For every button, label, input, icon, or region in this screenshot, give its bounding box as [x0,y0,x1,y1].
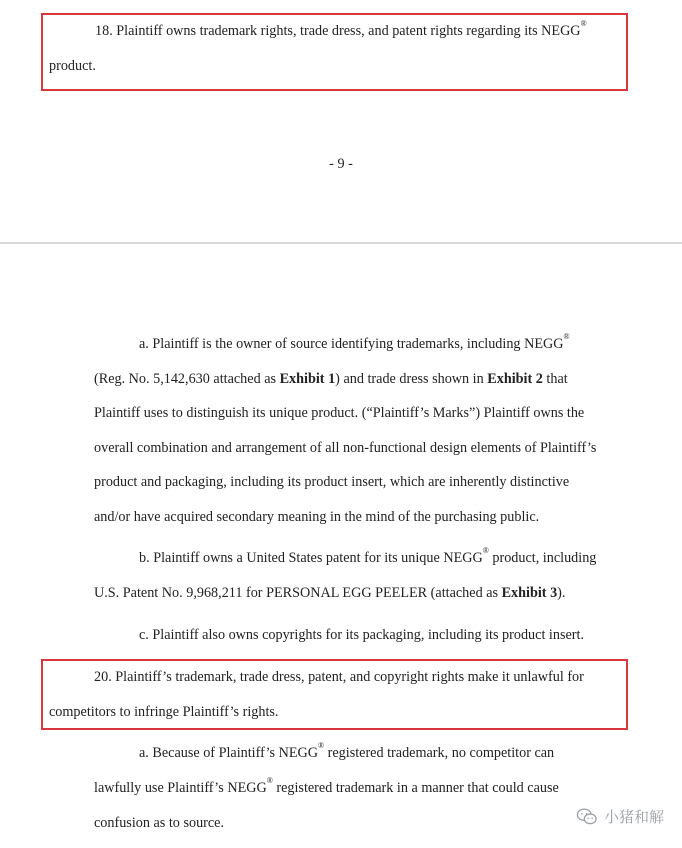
para-b-line-2: U.S. Patent No. 9,968,211 for PERSONAL EGG PEELER (attached as Exhibit 3). [94,585,566,601]
registered-mark: ® [482,546,489,555]
page-divider [0,242,682,244]
para-a-line-3: Plaintiff uses to distinguish its unique product. (“Plaintiff’s Marks”) Plaintiff owns the [94,405,585,421]
para-a-line-1: a. Plaintiff is the owner of source identifying trademarks, including NEGG® [139,332,570,352]
para-a-line-6: and/or have acquired secondary meaning in the mind of the purchasing public. [94,509,540,525]
watermark-text: 小猪和解 [603,808,664,826]
exhibit-3-ref: Exhibit 3 [501,585,558,601]
exhibit-1-ref: Exhibit 1 [279,371,336,387]
para-20-line-1: 20. Plaintiff’s trademark, trade dress, patent, and copyright rights make it unlawful for [94,669,584,685]
para-a2-line-3: confusion as to source. [94,815,225,831]
para-a2-line-2: lawfully use Plaintiff’s NEGG® registered trademark in a manner that could cause [94,776,559,796]
para-18-line-1: 18. Plaintiff owns trademark rights, trade dress, and patent rights regarding its NEGG® [95,19,587,39]
para-a-line-2: (Reg. No. 5,142,630 attached as Exhibit 1) and trade dress shown in Exhibit 2 that [94,371,568,387]
registered-mark: ® [563,332,570,341]
para-c-line-1: c. Plaintiff also owns copyrights for its packaging, including its product insert. [139,627,585,643]
para-a-line-5: product and packaging, including its product insert, which are inherently distinctive [94,474,570,490]
registered-mark: ® [580,19,587,28]
registered-mark: ® [318,741,325,750]
watermark [576,806,664,827]
registered-mark: ® [266,776,273,785]
para-18-line-2: product. [49,58,96,74]
para-a-line-4: overall combination and arrangement of all non-functional design elements of Plaintiff’s [94,440,597,456]
para-20-line-2: competitors to infringe Plaintiff’s rights. [49,704,279,720]
exhibit-2-ref: Exhibit 2 [487,371,543,387]
page-number: - 9 - [329,156,353,172]
para-a2-line-1: a. Because of Plaintiff’s NEGG® registered trademark, no competitor can [139,741,555,761]
wechat-icon [576,807,598,827]
para-b-line-1: b. Plaintiff owns a United States patent for its unique NEGG® product, including [139,546,597,566]
